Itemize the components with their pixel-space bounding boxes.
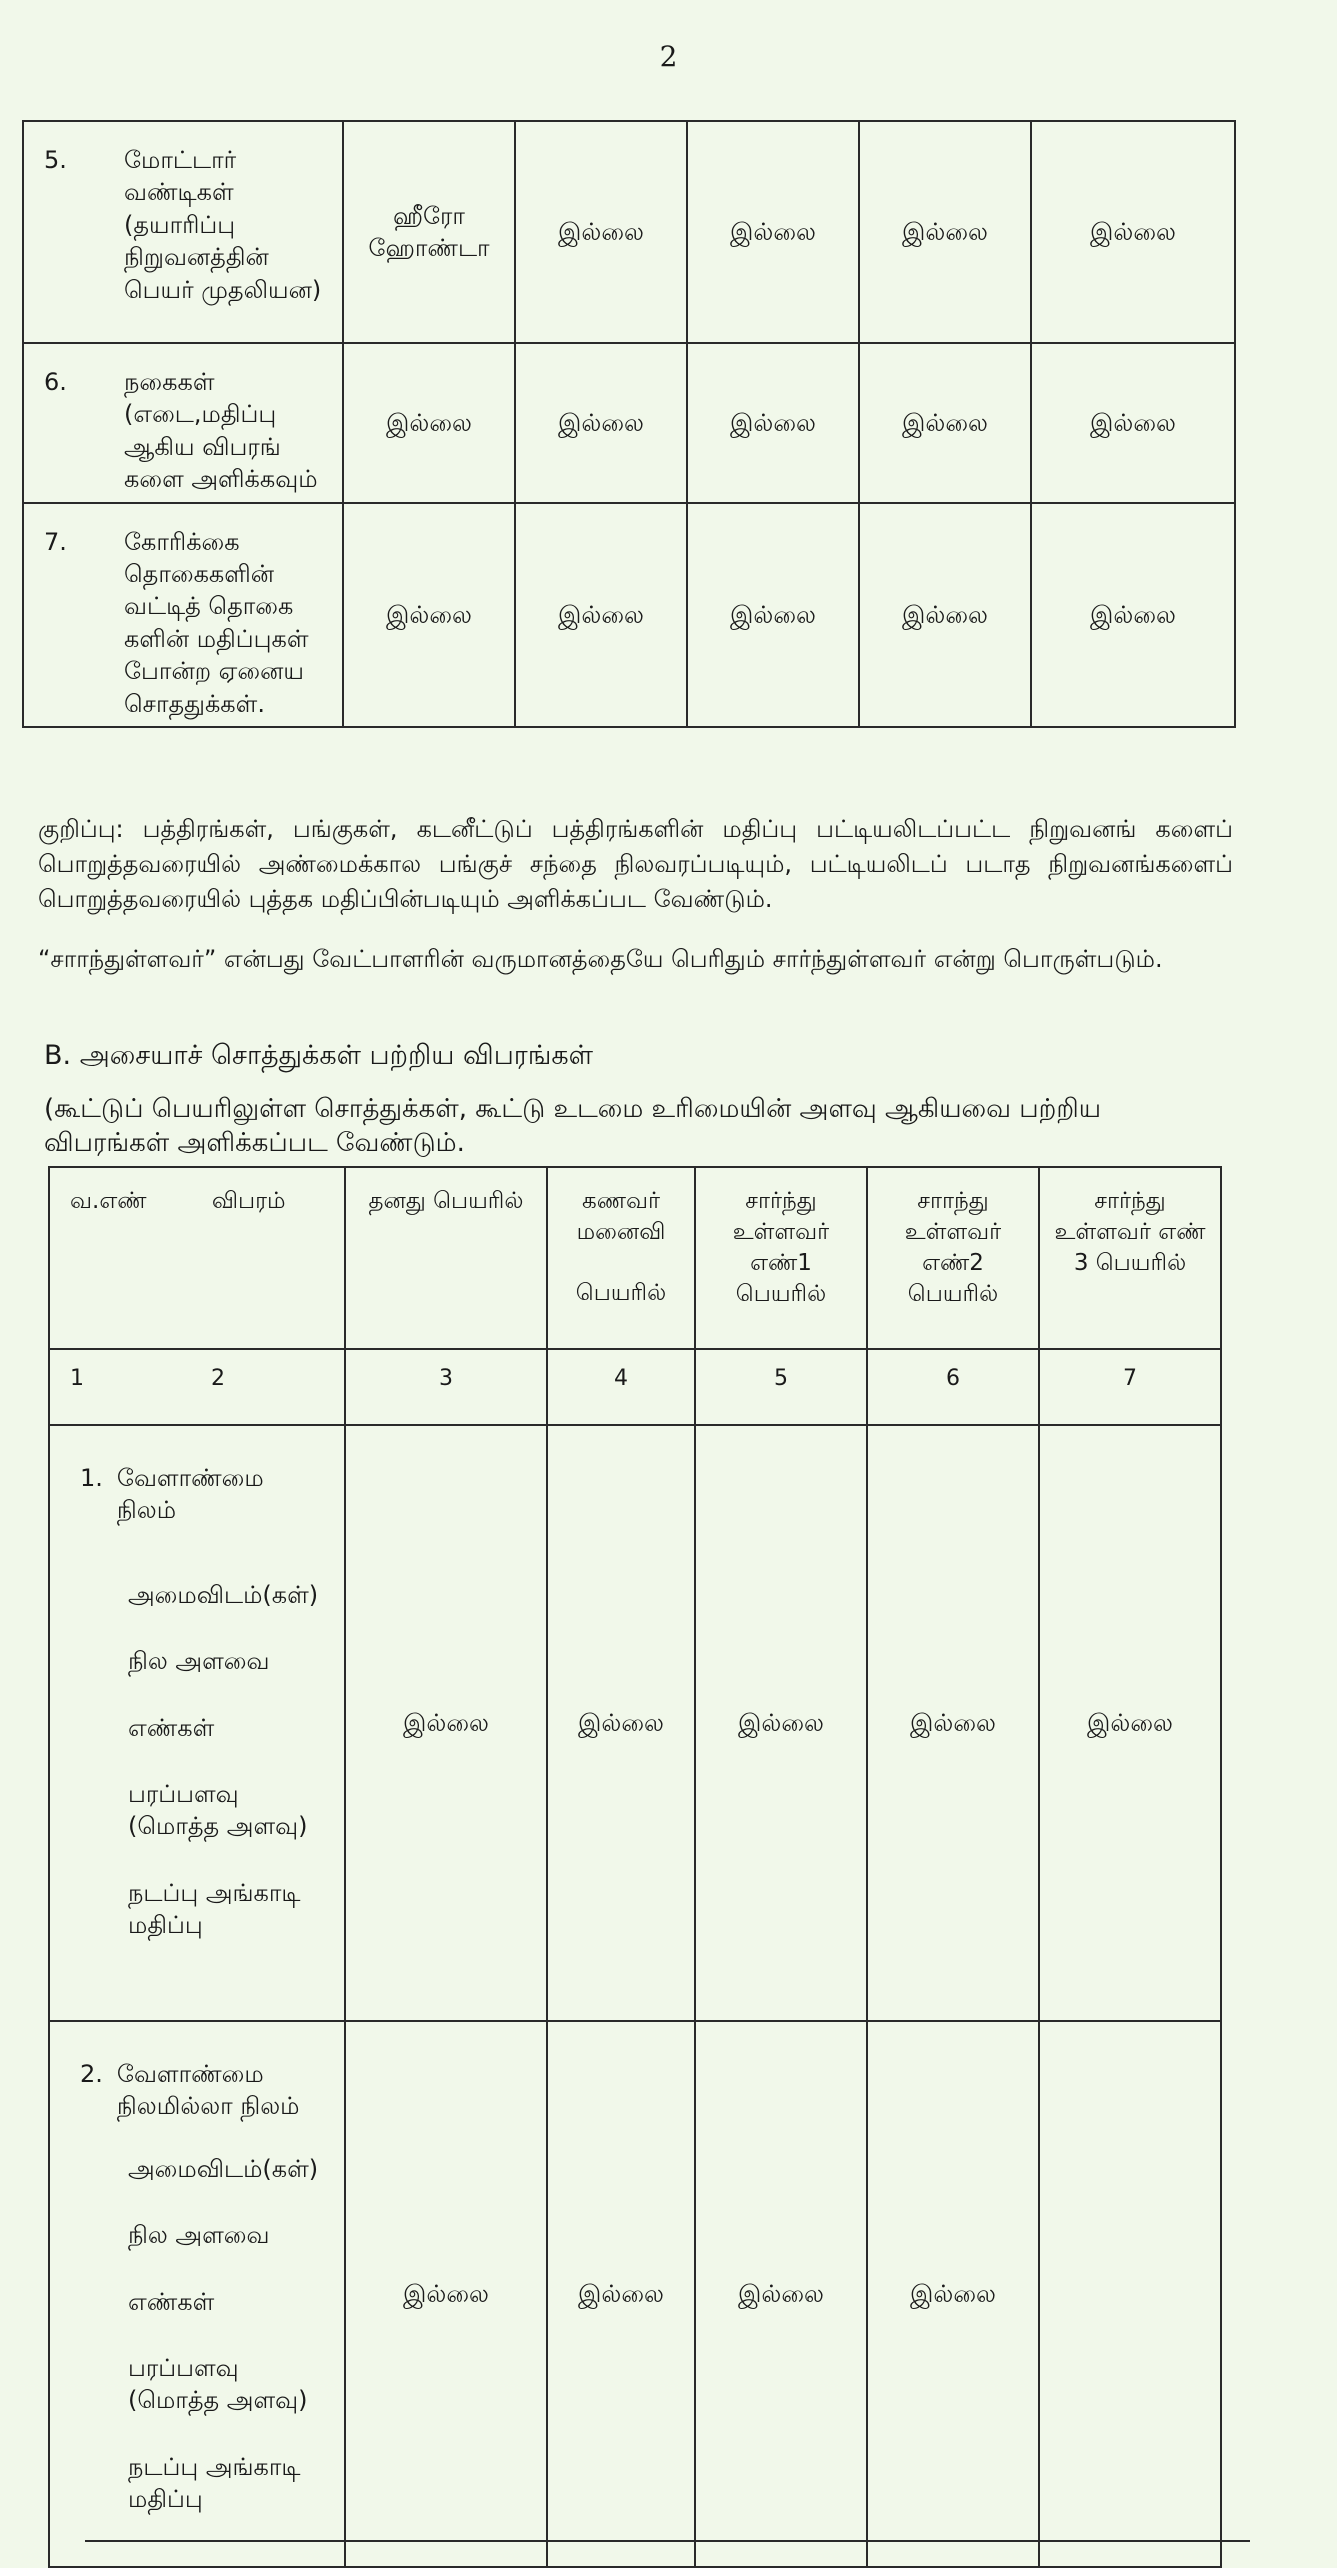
value-cell: இல்லை <box>687 503 859 727</box>
value-cell: இல்லை <box>345 2021 547 2567</box>
detail-survey: நில அளவை <box>128 2221 270 2250</box>
value-cell: இல்லை <box>687 121 859 343</box>
detail-survey: நில அளவை <box>128 1647 270 1676</box>
column-number: 7 <box>1039 1349 1221 1425</box>
value-cell: இல்லை <box>515 121 687 343</box>
value-cell: இல்லை <box>515 343 687 503</box>
value-cell: இல்லை <box>859 121 1031 343</box>
value-cell: இல்லை <box>547 1425 695 2021</box>
column-number-row <box>49 1349 1221 1425</box>
header-spouse-label: கணவர் மனைவி <box>576 1188 666 1246</box>
header-own-name: தனது பெயரில் <box>345 1167 547 1349</box>
column-number: 5 <box>695 1349 867 1425</box>
table-row <box>23 503 1235 727</box>
row-label: நகைகள் (எடை,மதிப்பு ஆகிய விபரங் களை அளிக்கவும் <box>124 368 318 494</box>
table-row <box>23 343 1235 503</box>
header-dependent-3: சார்ந்து உள்ளவர் எண் 3 பெயரில் <box>1039 1167 1221 1349</box>
table-row <box>23 121 1235 343</box>
value-cell: இல்லை <box>547 2021 695 2567</box>
detail-numbers: எண்கள் <box>128 1713 215 1742</box>
value-cell: இல்லை <box>867 1425 1039 2021</box>
value-cell <box>1039 2021 1221 2567</box>
row-label-cell <box>49 1425 345 2021</box>
row-number: 5. <box>44 146 67 174</box>
column-number: 3 <box>345 1349 547 1425</box>
header-dependent-2: சாாந்து உள்ளவர் எண்2 பெயரில் <box>867 1167 1039 1349</box>
detail-area: பரப்பளவு (மொத்த அளவு) <box>128 1779 308 1841</box>
detail-market-value: நடப்பு அங்காடி மதிப்பு <box>128 1878 301 1940</box>
value-cell: இல்லை <box>867 2021 1039 2567</box>
value-cell: ஹீரோ ஹோண்டா <box>343 121 515 343</box>
detail-location: அமைவிடம்(கள்) <box>128 1580 319 1609</box>
header-serial-detail <box>49 1167 345 1349</box>
detail-market-value: நடப்பு அங்காடி மதிப்பு <box>128 2452 301 2514</box>
row-heading: வேளாண்மை நிலமில்லா நிலம் <box>116 2060 300 2121</box>
column-number-1-2 <box>49 1349 345 1425</box>
table-row <box>49 1425 1221 2021</box>
row-number: 7. <box>44 527 67 556</box>
value-cell: இல்லை <box>345 1425 547 2021</box>
value-cell: இல்லை <box>1039 1425 1221 2021</box>
header-dependent-1: சார்ந்து உள்ளவர் எண்1 பெயரில் <box>695 1167 867 1349</box>
bottom-rule <box>85 2540 1250 2542</box>
detail-area: பரப்பளவு (மொத்த அளவு) <box>128 2353 308 2415</box>
header-spouse-name: பெயரில் <box>575 1280 667 1307</box>
note-dependent-definition: “சாாந்துள்ளவர்” என்பது வேட்பாளரின் வருமானத்தையே பெரிதும் சார்ந்துள்ளவர் என்று பொருள்படும். <box>38 945 1163 973</box>
table-row <box>49 2021 1221 2567</box>
row-number: 6. <box>44 368 67 396</box>
header-spouse <box>547 1167 695 1349</box>
value-cell: இல்லை <box>343 503 515 727</box>
row-label-cell <box>23 343 343 503</box>
header-serial: வ.எண் <box>70 1188 147 1214</box>
value-cell: இல்லை <box>515 503 687 727</box>
value-cell: இல்லை <box>1031 121 1235 343</box>
movable-assets-table-continued <box>22 120 1236 728</box>
page-number: 2 <box>659 40 678 73</box>
row-label: மோட்டார் வண்டிகள் (தயாரிப்பு நிறுவனத்தின் பெயர் முதலியன) <box>124 146 322 304</box>
detail-numbers: எண்கள் <box>128 2287 215 2316</box>
value-cell: இல்லை <box>343 343 515 503</box>
value-cell: இல்லை <box>1031 343 1235 503</box>
value-cell: இல்லை <box>859 343 1031 503</box>
column-number: 1 <box>70 1366 84 1391</box>
note-securities-valuation: குறிப்பு: பத்திரங்கள், பங்குகள், கடனீட்டுப் பத்திரங்களின் மதிப்பு பட்டியலிடப்பட்ட நிறுவனங் களைப் பொறுத்தவரையில் அண்மைக்கால பங்குச் சந்தை நிலவரப்படியும், பட்டியலிடப் படாத நிறுவனங்களைப் பொறுத்தவரையில் புத்தக மதிப்பின்படியும் அளிக்கப்பட வேண்டும். <box>38 815 1233 913</box>
value-cell: இல்லை <box>695 2021 867 2567</box>
section-b-title: B. அசையாச் சொத்துக்கள் பற்றிய விபரங்கள் <box>44 1040 594 1071</box>
column-number: 4 <box>547 1349 695 1425</box>
row-number: 1. <box>80 1464 103 1492</box>
row-heading: வேளாண்மை நிலம் <box>116 1464 264 1525</box>
row-label-cell <box>23 121 343 343</box>
value-cell: இல்லை <box>695 1425 867 2021</box>
section-b-subtitle: (கூட்டுப் பெயரிலுள்ள சொத்துக்கள், கூட்டு உடமை உரிமையின் அளவு ஆகியவை பற்றிய விபரங்கள் அளிக்கப்பட வேண்டும். <box>44 1094 1101 1158</box>
header-detail: விபரம் <box>211 1188 286 1214</box>
value-cell: இல்லை <box>859 503 1031 727</box>
table-header-row <box>49 1167 1221 1349</box>
detail-location: அமைவிடம்(கள்) <box>128 2154 319 2183</box>
row-number: 2. <box>80 2060 103 2088</box>
column-number: 2 <box>211 1366 225 1391</box>
immovable-assets-table <box>48 1166 1222 2568</box>
value-cell: இல்லை <box>1031 503 1235 727</box>
row-label-cell <box>23 503 343 727</box>
row-label-cell <box>49 2021 345 2567</box>
row-label: கோரிக்கை தொகைகளின் வட்டித் தொகை களின் மதிப்புகள் போன்ற ஏனைய சொததுக்கள். <box>124 527 309 718</box>
value-cell: இல்லை <box>687 343 859 503</box>
column-number: 6 <box>867 1349 1039 1425</box>
